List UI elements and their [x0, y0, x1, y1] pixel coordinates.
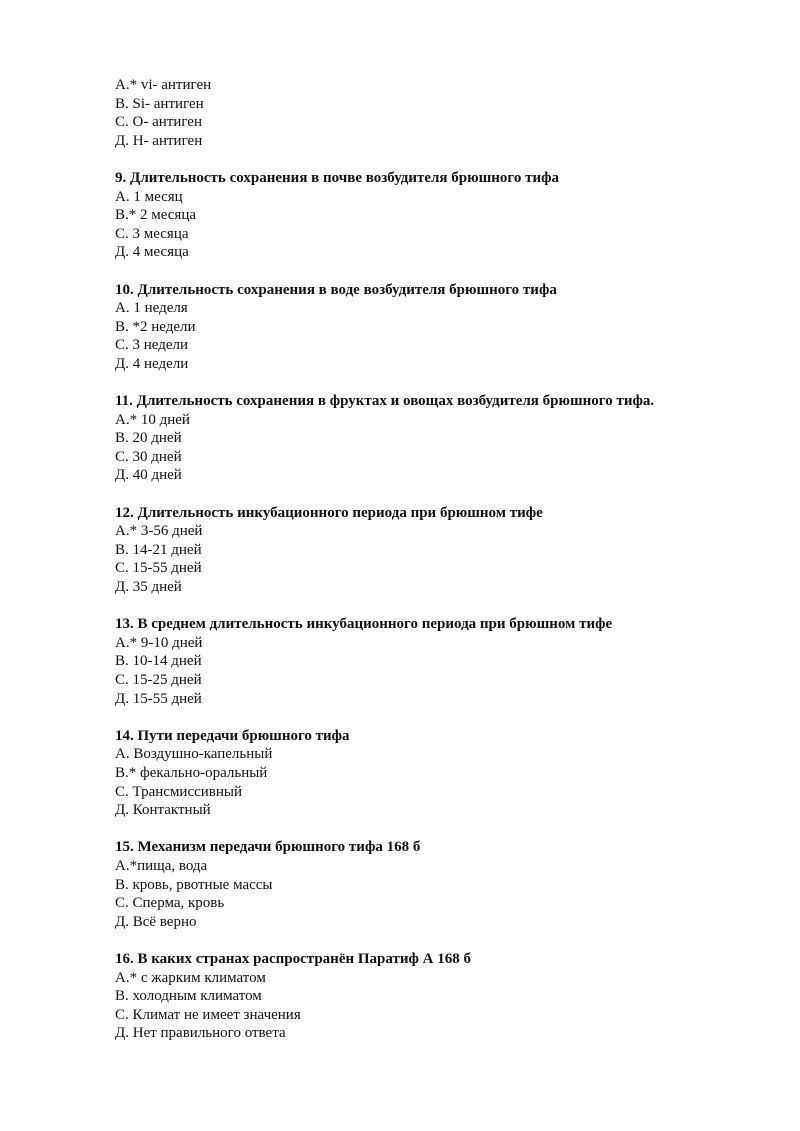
option-line: А. 1 месяц — [115, 188, 183, 205]
option-line: А.* 3-56 дней — [115, 523, 203, 540]
question-title: 15. Механизм передачи брюшного тифа 168 б — [115, 839, 421, 856]
question-title: 14. Пути передачи брюшного тифа — [115, 727, 350, 744]
question-title: 16. В каких странах распространён Паратиф А 168 б — [115, 950, 471, 967]
option-line: Д. 15-55 дней — [115, 690, 202, 707]
option-line: В. 10-14 дней — [115, 653, 202, 670]
option-line: С. 15-55 дней — [115, 560, 202, 577]
option-line: Д. Всё верно — [115, 913, 197, 930]
question-block-16 — [115, 950, 755, 1043]
option-line: Д. 4 недели — [115, 355, 189, 372]
question-title: 13. В среднем длительность инкубационного периода при брюшном тифе — [115, 616, 613, 633]
option-line: В.* фекально-оральный — [115, 764, 268, 781]
option-line: А.* vi- антиген — [115, 77, 212, 93]
option-line: Д. 40 дней — [115, 467, 182, 484]
option-line: В. *2 недели — [115, 318, 196, 335]
option-line: А.* 10 дней — [115, 411, 190, 428]
option-line: С. 15-25 дней — [115, 672, 202, 688]
question-title: 11. Длительность сохранения в фруктах и овощах возбудителя брюшного тифа. — [115, 393, 655, 410]
option-line: Д. Контактный — [115, 802, 211, 819]
option-line: В. 14-21 дней — [115, 541, 202, 558]
option-line: А.*пища, вода — [115, 857, 208, 874]
option-line: А. Воздушно-капельный — [115, 746, 273, 763]
option-line: С. 30 дней — [115, 448, 182, 465]
question-block-13 — [115, 615, 755, 708]
question-title: 10. Длительность сохранения в воде возбудителя брюшного тифа — [115, 281, 557, 298]
option-line: А.* с жарким климатом — [115, 969, 266, 986]
question-block-11 — [115, 392, 755, 485]
option-line: С. 3 недели — [115, 337, 189, 354]
option-line: С. 3 месяца — [115, 225, 189, 242]
intro-options — [115, 76, 755, 150]
option-line: С. Трансмиссивный — [115, 783, 243, 800]
option-line: С. О- антиген — [115, 114, 202, 131]
option-line: Д. 35 дней — [115, 579, 182, 596]
option-line: С. Сперма, кровь — [115, 895, 225, 912]
question-block-15 — [115, 838, 755, 931]
option-line: В. Si- антиген — [115, 95, 204, 112]
question-block-9 — [115, 169, 755, 262]
question-block-10 — [115, 281, 755, 374]
option-line: Д. 4 месяца — [115, 244, 189, 261]
option-line: В. холодным климатом — [115, 988, 262, 1005]
question-title: 9. Длительность сохранения в почве возбудителя брюшного тифа — [115, 169, 559, 186]
option-line: В. 20 дней — [115, 430, 182, 447]
option-line: А. 1 неделя — [115, 300, 188, 317]
option-line: В. кровь, рвотные массы — [115, 876, 273, 893]
question-title: 12. Длительность инкубационного периода при брюшном тифе — [115, 504, 543, 521]
option-line: В.* 2 месяца — [115, 207, 197, 224]
option-line: Д. Нет правильного ответа — [115, 1025, 286, 1042]
option-line: С. Климат не имеет значения — [115, 1006, 301, 1023]
question-block-12 — [115, 504, 755, 597]
question-block-14 — [115, 727, 755, 820]
option-line: А.* 9-10 дней — [115, 634, 203, 651]
option-line: Д. Н- антиген — [115, 132, 203, 149]
document-content — [115, 76, 755, 1043]
